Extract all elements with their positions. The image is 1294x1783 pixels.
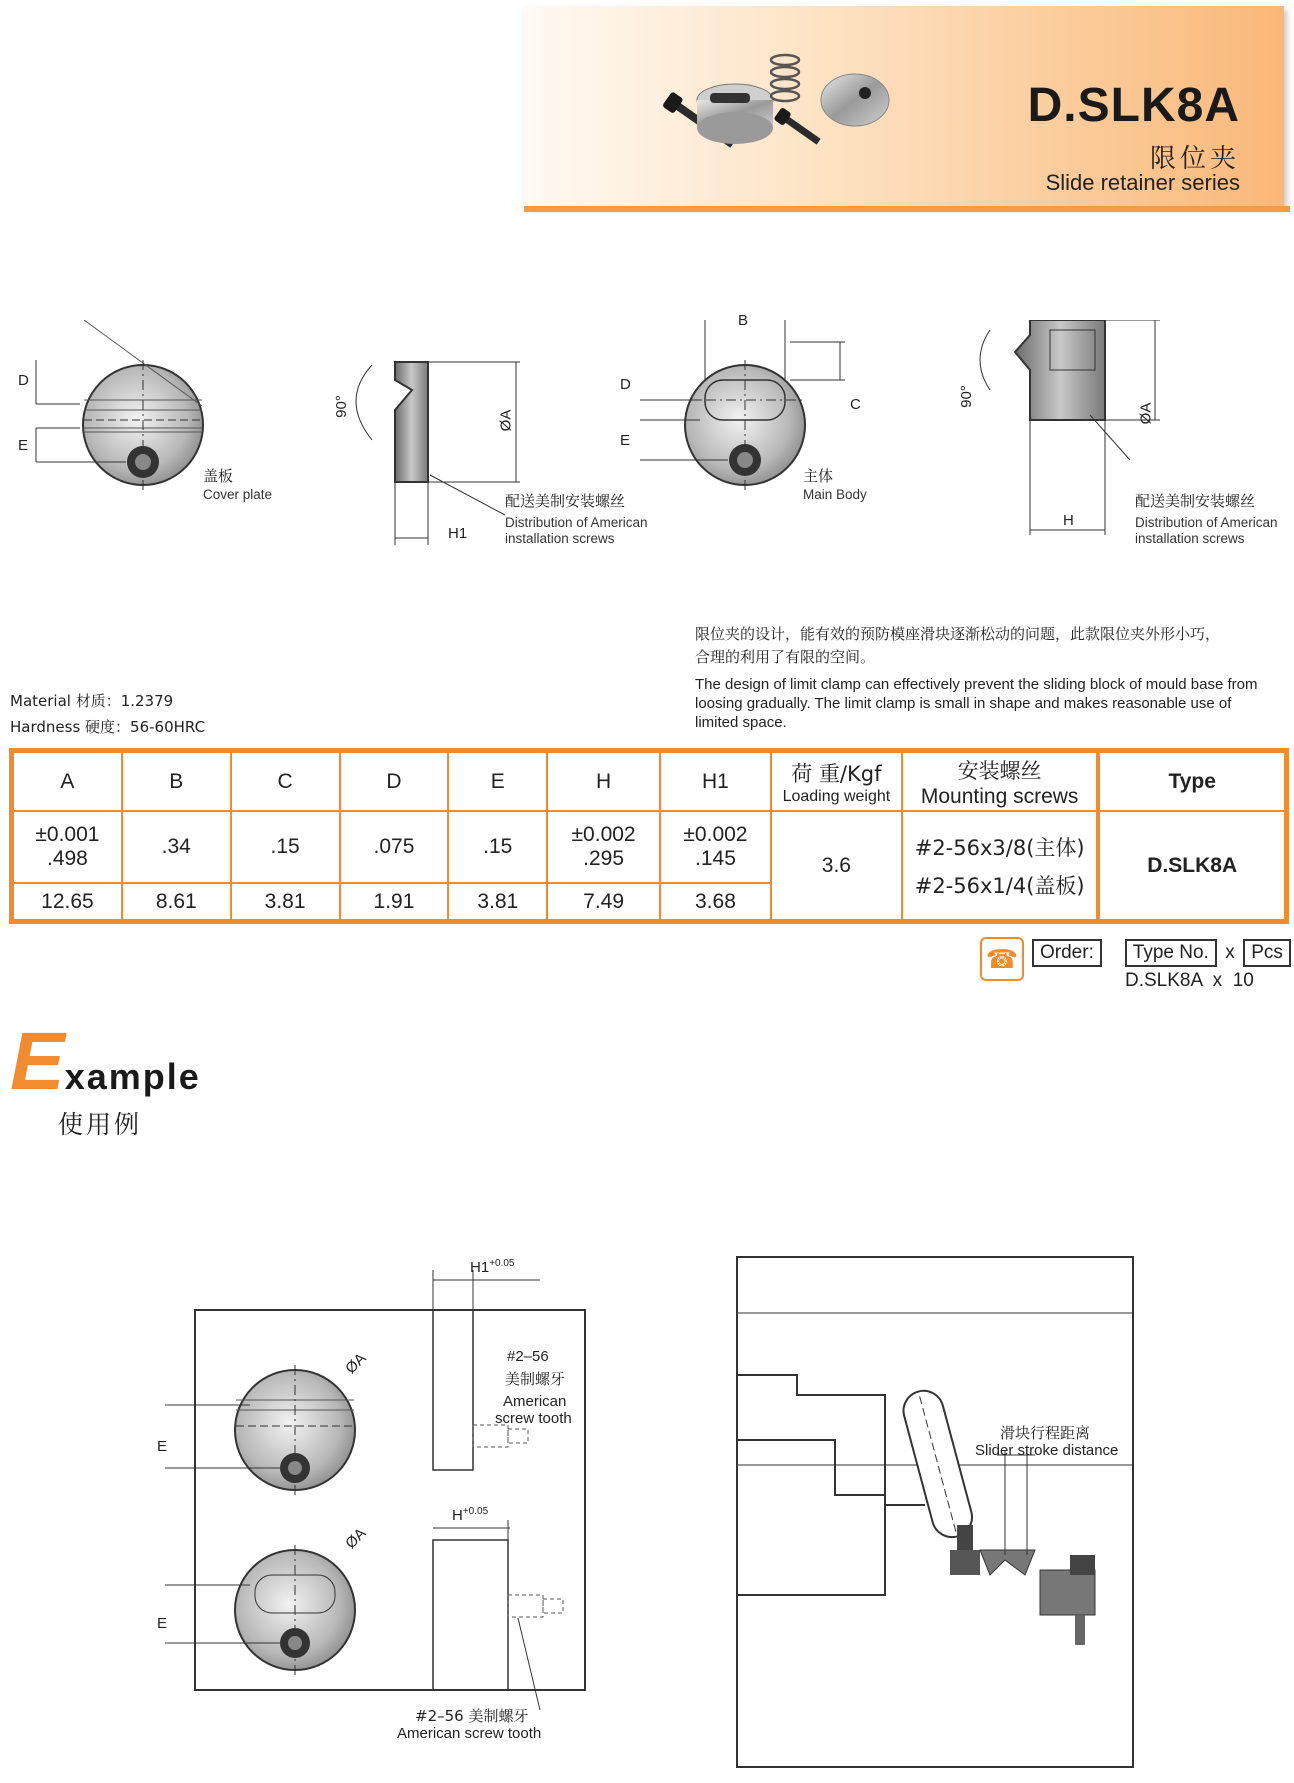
order-x: x: [1225, 942, 1235, 963]
cell-h-mm: 7.49: [547, 883, 660, 920]
cell-h1-inch: [660, 811, 771, 883]
cell-d-mm: 1.91: [340, 883, 449, 920]
description-cn-1: 限位夹的设计，能有效的预防模座滑块逐渐松动的问题，此款限位夹外形小巧，: [695, 625, 1221, 643]
example-rest: xample: [64, 1056, 201, 1097]
order-example: D.SLK8A x 10: [1125, 970, 1254, 991]
example-oa-1: ØA: [342, 1349, 370, 1378]
header-d: D: [340, 752, 449, 811]
header-a: A: [13, 752, 122, 811]
table-row-inch: [13, 811, 1285, 883]
cell-b-mm: 8.61: [122, 883, 231, 920]
header-loading-en: Loading weight: [782, 787, 891, 805]
table-header-row: [13, 752, 1285, 811]
main-body-label-cn: 主体: [803, 467, 834, 485]
cell-h-inch: [547, 811, 660, 883]
product-photo: [660, 45, 900, 175]
angle-label-cover: 90°: [332, 395, 350, 418]
a-inch: .498: [46, 847, 88, 871]
header-c: C: [231, 752, 340, 811]
tol-a: ±0.001: [35, 823, 100, 847]
screws-label-cn-2: 配送美制安装螺丝: [1135, 492, 1256, 510]
screws-label-en-2a: Distribution of American: [1135, 515, 1278, 530]
screws-label-en-2b: installation screws: [1135, 531, 1245, 546]
header-underline: [524, 206, 1290, 212]
cell-a-inch: [13, 811, 122, 883]
description-en-2: loosing gradually. The limit clamp is small in shape and makes reasonable use of: [695, 695, 1232, 712]
screw-cover: #2-56x1/4(盖板): [914, 873, 1085, 898]
screws-label-cn-1: 配送美制安装螺丝: [505, 492, 626, 510]
example-h-label: $H^{+0.05}$: [452, 1506, 489, 1524]
description-en-3: limited space.: [695, 714, 787, 731]
header-screws-en: Mounting screws: [920, 784, 1079, 808]
thread-label-1: #2–56: [507, 1348, 549, 1365]
product-title-cn: 限位夹: [1149, 144, 1240, 174]
cell-screws: [902, 811, 1099, 920]
dim-label-d-cover: D: [18, 372, 29, 389]
stroke-label-cn: 滑块行程距离: [1000, 1424, 1091, 1442]
header-screws-cn: 安装螺丝: [957, 758, 1042, 783]
thread-label-4: screw tooth: [495, 1410, 572, 1427]
dim-label-b: B: [738, 312, 749, 329]
example-h1-label: $H1^{+0.05}$: [470, 1258, 515, 1276]
example-oa-2: ØA: [342, 1524, 370, 1553]
example-drawing-left: [150, 1250, 630, 1750]
header-b: B: [122, 752, 231, 811]
example-letter: E: [10, 1016, 65, 1107]
dim-label-d-body: D: [620, 376, 631, 393]
cover-plate-front-view: [36, 320, 203, 490]
header-loading: [771, 752, 902, 811]
cell-type: D.SLK8A: [1098, 811, 1285, 920]
cell-e-mm: 3.81: [448, 883, 547, 920]
header-screws: [902, 752, 1099, 811]
dim-label-e-body: E: [620, 432, 631, 449]
cell-c-inch: .15: [231, 811, 340, 883]
h-inch: .295: [583, 847, 625, 871]
product-model-title: D.SLK8A: [1027, 79, 1240, 132]
cell-loading: 3.6: [771, 811, 902, 920]
tol-h: ±0.002: [571, 823, 636, 847]
cell-d-inch: .075: [340, 811, 449, 883]
cell-b-inch: .34: [122, 811, 231, 883]
description-en-1: The design of limit clamp can effectively prevent the sliding block of mould base from: [695, 676, 1258, 693]
stroke-label-en: Slider stroke distance: [975, 1442, 1119, 1459]
dim-label-e-cover: E: [18, 437, 29, 454]
cover-plate-label-cn: 盖板: [203, 467, 234, 485]
order-line: [1032, 939, 1291, 967]
screw-main: #2-56x3/8(主体): [914, 835, 1085, 860]
thread-label-2: 美制螺牙: [505, 1370, 566, 1388]
dim-label-oa-body: ØA: [1137, 402, 1155, 425]
screws-label-en-1b: installation screws: [505, 531, 615, 546]
hardness-line: Hardness 硬度：56-60HRC: [10, 718, 206, 736]
tol-h1: ±0.002: [683, 823, 748, 847]
main-body-label-en: Main Body: [803, 487, 867, 502]
order-pcs: Pcs: [1243, 939, 1291, 967]
angle-label-body: 90°: [957, 385, 975, 408]
header-e: E: [448, 752, 547, 811]
example-cn: 使用例: [58, 1110, 143, 1139]
dim-label-c: C: [850, 396, 861, 413]
cell-a-mm: 12.65: [13, 883, 122, 920]
cover-plate-side-view: [356, 362, 520, 545]
header-loading-cn: 荷 重/Kgf: [791, 761, 882, 786]
cell-h1-mm: 3.68: [660, 883, 771, 920]
cell-c-mm: 3.81: [231, 883, 340, 920]
example-drawing-right: [735, 1255, 1135, 1775]
header-h1: H1: [660, 752, 771, 811]
example-heading: [10, 1015, 201, 1109]
example-e-2: E: [157, 1615, 168, 1632]
thread-label-3: American: [503, 1393, 567, 1410]
product-title-en: Slide retainer series: [1045, 170, 1240, 195]
dim-label-h: H: [1063, 512, 1074, 529]
header-h: H: [547, 752, 660, 811]
main-body-side-view: [980, 320, 1160, 535]
thread-bottom-1: #2–56 美制螺牙: [415, 1707, 529, 1725]
description-cn-2: 合理的利用了有限的空间。: [695, 648, 876, 666]
spec-table: [9, 748, 1289, 924]
cover-plate-label-en: Cover plate: [203, 487, 273, 502]
dim-label-oa-cover: ØA: [497, 409, 515, 432]
screws-label-en-1a: Distribution of American: [505, 515, 648, 530]
example-e-1: E: [157, 1438, 168, 1455]
header-type: Type: [1098, 752, 1285, 811]
order-label: Order:: [1032, 939, 1102, 967]
material-line: Material 材质：1.2379: [10, 692, 174, 710]
cell-e-inch: .15: [448, 811, 547, 883]
h1-inch: .145: [695, 847, 736, 871]
dim-label-h1: H1: [448, 525, 468, 542]
thread-bottom-2: American screw tooth: [397, 1725, 542, 1742]
phone-icon: ☎: [980, 937, 1024, 981]
order-type-no: Type No.: [1125, 939, 1217, 967]
